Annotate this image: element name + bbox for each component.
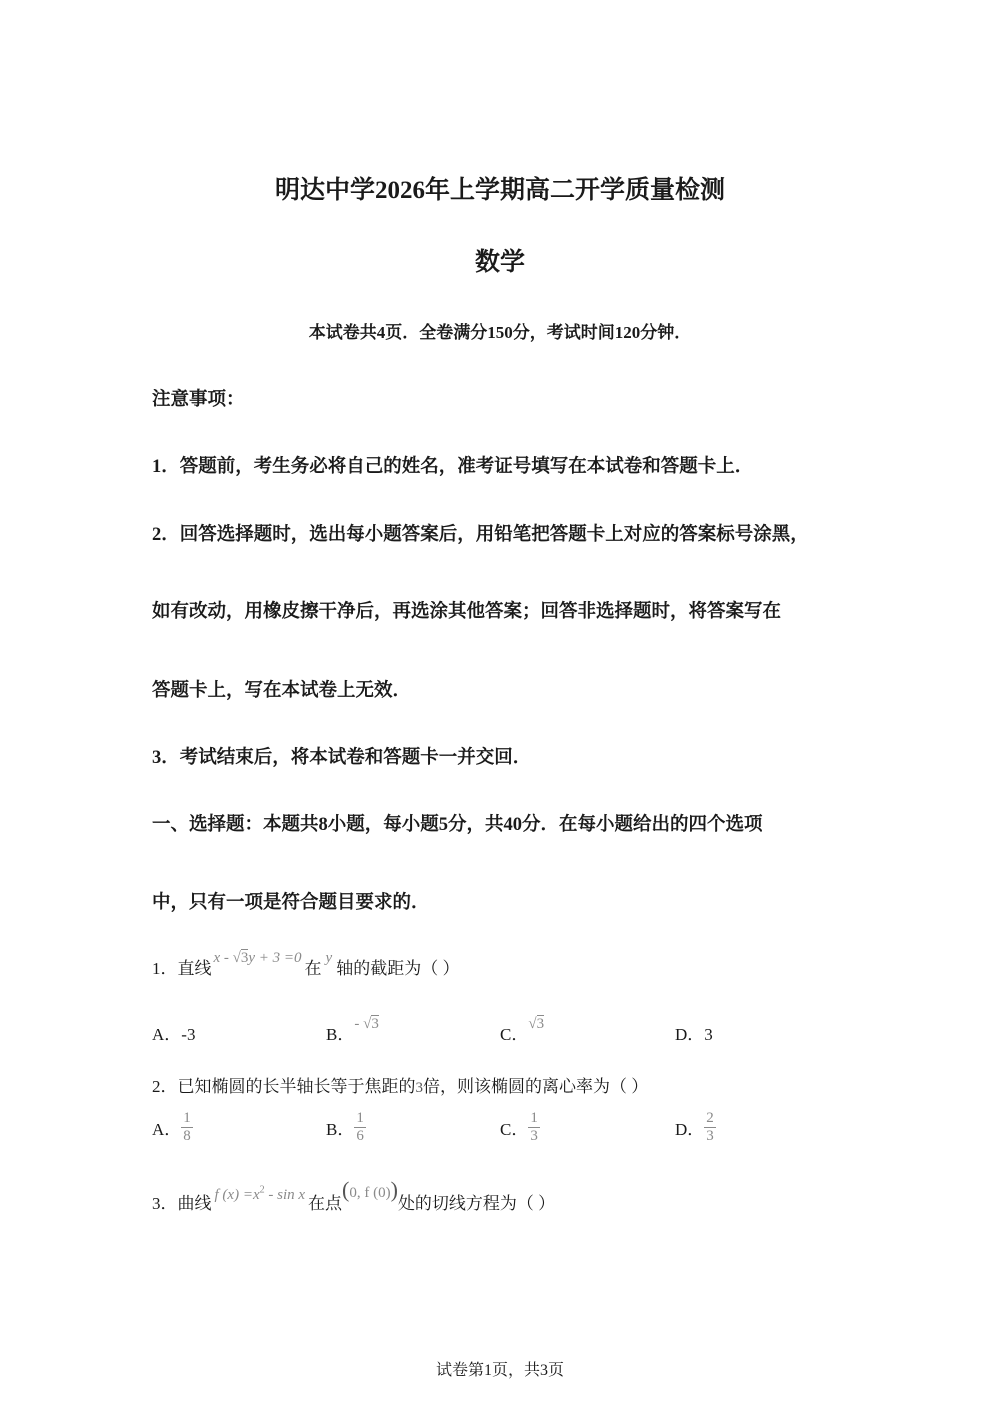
sqrt-symbol: √ — [232, 950, 241, 966]
section-1-heading-line-1: 一、选择题：本题共8小题，每小题5分，共40分．在每小题给出的四个选项 — [152, 815, 763, 835]
fraction: $\frac{1}{6}$ — [356, 1110, 364, 1144]
notice-heading: 注意事项： — [152, 390, 245, 410]
fraction: $\frac{2}{3}$ — [706, 1110, 714, 1144]
question-1-prefix: 1．直线 — [152, 959, 212, 978]
notice-item-2-line-2: 如有改动，用橡皮擦干净后，再选涂其他答案；回答非选择题时，将答案写在 — [152, 602, 782, 622]
page-footer: 试卷第1页，共3页 — [435, 1362, 564, 1379]
sqrt-symbol: √ — [528, 1016, 537, 1032]
question-2: 2．已知椭圆的长半轴长等于焦距的3倍，则该椭圆的离心率为（ ） — [152, 1077, 649, 1096]
exam-title: 明达中学2026年上学期高二开学质量检测 — [274, 177, 725, 204]
notice-item-2-line-3: 答题卡上，写在本试卷上无效． — [152, 681, 412, 701]
section-1-heading-line-2: 中，只有一项是符合题目要求的． — [152, 893, 430, 913]
sqrt-symbol: √ — [363, 1016, 372, 1032]
question-1: 1．直线x - √3y + 3 =0在y轴的截距为（ ） — [152, 954, 459, 979]
question-1-option-c[interactable]: C．√3 — [500, 1016, 545, 1044]
question-2-option-b[interactable]: B． $\frac{1}{6}$ — [326, 1110, 364, 1144]
question-3: 3．曲线 f $(x) =x^2 - \sin x$ 在点(0, f (0))处的切线方程为（ ） — [152, 1177, 556, 1213]
question-2-option-d[interactable]: D． $\frac{2}{3}$ — [675, 1110, 714, 1144]
notice-item-3: 3．考试结束后，将本试卷和答题卡一并交回． — [152, 748, 532, 768]
question-1-option-a[interactable]: A．-3 — [152, 1025, 196, 1044]
notice-item-1: 1．答题前，考生务必将自己的姓名，准考证号填写在本试卷和答题卡上． — [152, 457, 754, 477]
notice-item-2-line-1: 2．回答选择题时，选出每小题答案后，用铅笔把答题卡上对应的答案标号涂黑， — [152, 525, 809, 545]
fraction: $\frac{1}{8}$ — [183, 1110, 191, 1144]
question-2-option-c[interactable]: C． $\frac{1}{3}$ — [500, 1110, 538, 1144]
question-2-option-a[interactable]: A． $\frac{1}{8}$ — [152, 1110, 191, 1144]
fraction: $\frac{1}{3}$ — [530, 1110, 538, 1144]
question-1-equation: x - √3y + 3 =0 — [213, 950, 302, 966]
question-1-option-d[interactable]: D．3 — [675, 1025, 713, 1044]
exam-info: 本试卷共4页．全卷满分150分，考试时间120分钟． — [308, 323, 692, 342]
question-3-function: f $(x) =x^2 - \sin x$ — [214, 1184, 306, 1203]
question-3-point: (0, f (0)) — [342, 1177, 398, 1202]
question-1-option-b[interactable]: B．- √3 — [326, 1016, 379, 1044]
subject-title: 数学 — [474, 249, 525, 276]
